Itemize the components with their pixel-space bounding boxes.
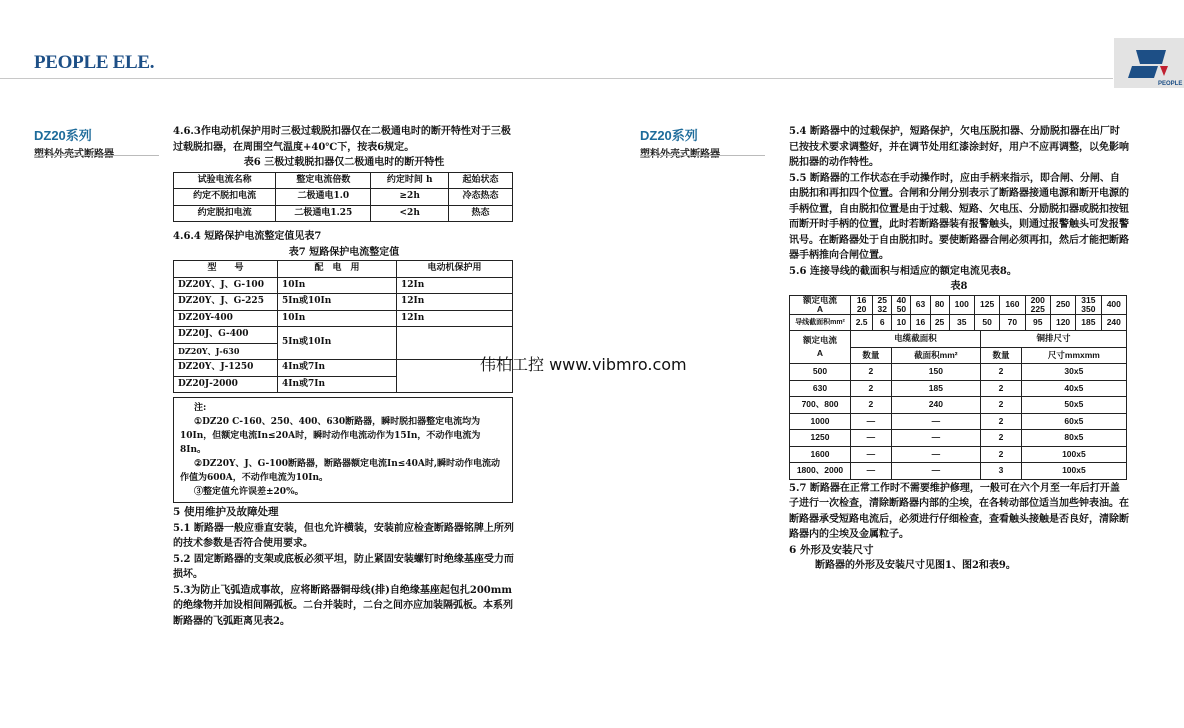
note-line: ③整定值允许误差±20%。: [194, 487, 304, 497]
table8-cell: 2: [981, 430, 1022, 447]
table-row: [790, 413, 1127, 430]
table7-cell: 5In或10In: [278, 294, 397, 311]
table8-label-text: 额定电流: [802, 294, 837, 305]
table7-cell: 10In: [278, 277, 397, 294]
table8-current-value: [851, 295, 873, 314]
table6-cell: 热态: [449, 205, 513, 222]
table8-cable-header: 电缆截面积: [851, 331, 981, 348]
table6-header: 试验电流名称: [174, 172, 276, 189]
table8-qty-header: 数量: [981, 347, 1022, 364]
table7-cell: DZ20J、G-400: [174, 327, 278, 344]
watermark-text: 伟柏工控 www.vibmro.com: [480, 355, 687, 374]
table8-cell: 1600: [790, 446, 851, 463]
table8-cell: 2: [981, 413, 1022, 430]
table8-cell: 2: [981, 380, 1022, 397]
table8-cell: 2: [851, 380, 892, 397]
table8-value-text: 20: [856, 303, 867, 314]
table-row: [174, 205, 513, 222]
table8-qty-header: 数量: [851, 347, 892, 364]
table8-cell: 1000: [790, 413, 851, 430]
table8-area-value: 70: [1000, 314, 1025, 331]
table8-bottom: [789, 330, 1127, 480]
section-5-5: 5.5 断路器的工作状态在手动操作时，应由手柄来指示，即合闸、分闸、自由脱扣和再扣四个位置。合闸和分闸分别表示了断路器接通电源和断开电源的手柄位置，自由脱扣位置是由于过载、短路、欠电压、分励脱扣器或脱扣按钮而断开时手柄的位置，此时若断路器装有报警触头，则通过报警触头可发报警讯号。在断路器处于自由脱扣时。要使断路器合闸必须再扣，然后才能把断路器手柄推向合闸位置。: [789, 172, 1129, 261]
table6-header: 起始状态: [449, 172, 513, 189]
table8-cell: 40x5: [1021, 380, 1126, 397]
table6-cell: 二极通电1.0: [276, 189, 371, 206]
table7-notes: [173, 397, 513, 503]
table8-copper-header: 铜排尺寸: [981, 331, 1127, 348]
table8-cell: 2: [981, 364, 1022, 381]
table8-cell: 500: [790, 364, 851, 381]
table-row: [174, 360, 513, 377]
table8-caption: 表8: [950, 281, 968, 292]
logo-icon: [1114, 38, 1184, 88]
table8-cell: 60x5: [1021, 413, 1126, 430]
table7-cell: 12In: [397, 277, 513, 294]
section-6-title: 6 外形及安装尺寸: [789, 543, 874, 556]
table-row: [790, 314, 1127, 331]
table-row: [790, 446, 1127, 463]
table8-cell: 240: [891, 397, 980, 414]
table7-header: 电动机保护用: [397, 261, 513, 278]
table6-cell: <2h: [371, 205, 449, 222]
table8-cell: 2: [981, 446, 1022, 463]
table8-value-text: 25: [877, 294, 887, 305]
logo-caption: PEOPLE: [1158, 81, 1183, 87]
table8-value-text: 200: [1030, 294, 1045, 305]
table8-area-value: 6: [873, 314, 892, 331]
table8-current-value: [1076, 295, 1101, 314]
table8-area-label: 导线截面积mm²: [790, 314, 851, 331]
table-row: [790, 463, 1127, 480]
table7-caption: 表7 短路保护电流整定值: [288, 246, 400, 258]
table8-current-value: 160: [1000, 295, 1025, 314]
table8-cell: —: [891, 413, 980, 430]
section-5-7: 5.7 断路器在正常工作时不需要维护修理，一般可在六个月至一年后打开盖子进行一次检查，清除断路器内部的尘埃，在各转动部位适当加些钟表油。在断路器承受短路电流后，必须进行仔细检查，查看触头接触是否良好，清除断路器内的尘埃及金属粒子。: [789, 482, 1129, 540]
table-row: [174, 327, 513, 344]
table8-cell: 2: [851, 397, 892, 414]
note-line: ②DZ20Y、J、G-100断路器，断路器额定电流In≤40A时,瞬时动作电流动作值为600A，不动作电流为10In。: [180, 459, 500, 483]
table7-cell: 4In或7In: [278, 376, 397, 393]
table7-cell: DZ20Y、J、G-225: [174, 294, 278, 311]
table8-cell: 700、800: [790, 397, 851, 414]
left-series-title: DZ20系列: [34, 128, 92, 143]
table-row: [174, 310, 513, 327]
table7-cell: 12In: [397, 310, 513, 327]
table8-cell: 30x5: [1021, 364, 1126, 381]
left-content: [173, 124, 515, 629]
table6: [173, 172, 513, 223]
note-line: 注:: [194, 403, 207, 413]
table8-area-value: 35: [949, 314, 974, 331]
section-4-6-3: 4.6.3作电动机保护用时三极过载脱扣器仅在二极通电时的断开特性对于三极过载脱扣器，在周围空气温度+40℃下，按表6规定。: [173, 126, 511, 153]
section-5-1: 5.1 断路器一般应垂直安装，但也允许横装，安装前应检查断路器铭牌上所列的技术参数是否符合使用要求。: [173, 522, 514, 549]
table8-cell: 3: [981, 463, 1022, 480]
section-5-title: 5 使用维护及故障处理: [173, 506, 279, 518]
right-side-divider: [640, 155, 765, 156]
section-4-6-4: 4.6.4 短路保护电流整定值见表7: [173, 231, 322, 242]
table8-current-value: [892, 295, 911, 314]
table-row: [174, 294, 513, 311]
table8-area-value: 2.5: [851, 314, 873, 331]
table7-cell: 12In: [397, 294, 513, 311]
table8-cell: 630: [790, 380, 851, 397]
table8-header-unit: A: [816, 348, 824, 358]
table8-cell: 100x5: [1021, 463, 1126, 480]
table6-cell: 约定脱扣电流: [174, 205, 276, 222]
table8-current-value: 125: [974, 295, 999, 314]
table-row: [790, 430, 1127, 447]
table8-cell: —: [891, 446, 980, 463]
table-row: [174, 277, 513, 294]
table7-cell: DZ20Y、J-630: [174, 343, 278, 360]
table8-cell: 150: [891, 364, 980, 381]
table7: [173, 260, 513, 393]
table-row: [790, 295, 1127, 314]
section-5-3: 5.3为防止飞弧造成事故，应将断路器铜母线(排)自绝缘基座起包扎200mm的绝缘物并加设相间隔弧板。二台并装时，二台之间亦应加装隔弧板。本系列断路器的飞弧距离见表2。: [173, 584, 513, 627]
table8-area-value: 240: [1101, 314, 1126, 331]
left-side-divider: [34, 155, 159, 156]
brand-logo-text: PEOPLE ELE.: [34, 52, 155, 73]
table6-cell: 冷态热态: [449, 189, 513, 206]
table8-value-text: 225: [1030, 303, 1045, 314]
table8-cell: —: [851, 413, 892, 430]
left-series-subtitle: [34, 145, 114, 160]
table8-header-text: 额定电流: [802, 335, 837, 345]
table6-cell: 二极通电1.25: [276, 205, 371, 222]
table8-cell: 2: [981, 397, 1022, 414]
table8-current-value: 80: [930, 295, 949, 314]
table8-cell: —: [851, 430, 892, 447]
table-row: [790, 364, 1127, 381]
table8-cell: 185: [891, 380, 980, 397]
section-5-2: 5.2 固定断路器的支架或底板必须平坦，防止紧固安装螺钉时绝缘基座受力而损坏。: [173, 553, 514, 580]
table8-current-value: 63: [911, 295, 930, 314]
table8-value-text: 32: [877, 303, 887, 314]
table6-cell: ≥2h: [371, 189, 449, 206]
table7-cell: DZ20Y、J-1250: [174, 360, 278, 377]
table8-area-header: 截面积mm²: [891, 347, 980, 364]
right-content: [789, 124, 1129, 574]
table8-current-value: 100: [949, 295, 974, 314]
table8-current-value: [873, 295, 892, 314]
table8-current-label: [790, 295, 851, 314]
table8-cell: 100x5: [1021, 446, 1126, 463]
table8-cell: 80x5: [1021, 430, 1126, 447]
table6-caption: 表6 三极过载脱扣器仅二极通电时的断开特性: [243, 157, 445, 168]
table8-value-text: 50: [896, 303, 907, 314]
table8-area-value: 25: [930, 314, 949, 331]
table-row: [790, 331, 1127, 348]
table8-value-text: 40: [896, 294, 907, 305]
table6-header: 约定时间 h: [371, 172, 449, 189]
table7-cell: 4In或7In: [278, 360, 397, 377]
table8-area-value: 120: [1050, 314, 1075, 331]
table8-current-value: [1025, 295, 1050, 314]
table8-cell: —: [851, 446, 892, 463]
table8-current-value: 250: [1050, 295, 1075, 314]
table-row: [790, 397, 1127, 414]
table8-label-unit: A: [816, 303, 824, 314]
table8-cell: 50x5: [1021, 397, 1126, 414]
table8-cell: —: [891, 430, 980, 447]
right-series-subtitle: [640, 145, 720, 160]
table8-cell: 1250: [790, 430, 851, 447]
table8-value-text: 315: [1081, 294, 1096, 305]
table-row: [174, 189, 513, 206]
table8-top: [789, 295, 1127, 332]
table8-cell: —: [891, 463, 980, 480]
table7-header: 配 电 用: [278, 261, 397, 278]
header-divider: [0, 78, 1113, 79]
table7-header: 型 号: [174, 261, 278, 278]
table6-cell: 约定不脱扣电流: [174, 189, 276, 206]
table7-cell: DZ20Y-400: [174, 310, 278, 327]
right-series-title: DZ20系列: [640, 128, 698, 143]
table8-current-value: 400: [1101, 295, 1126, 314]
company-logo: [1114, 38, 1184, 88]
note-line: ①DZ20 C-160、250、400、630断路器，瞬时脱扣器整定电流均为10In，但额定电流In≤20A时，瞬时动作电流动作为15In，不动作电流为8In。: [180, 417, 481, 455]
table7-cell: 10In: [278, 310, 397, 327]
section-6-text: 断路器的外形及安装尺寸见图1、图2和表9。: [815, 560, 1016, 571]
section-5-6: 5.6 连接导线的截面积与相适应的额定电流见表8。: [789, 265, 1017, 277]
table6-header: 整定电流倍数: [276, 172, 371, 189]
table8-value-text: 350: [1081, 303, 1096, 314]
table8-area-value: 10: [892, 314, 911, 331]
table8-area-value: 16: [911, 314, 930, 331]
table8-area-value: 95: [1025, 314, 1050, 331]
table8-cell: —: [851, 463, 892, 480]
table8-area-value: 185: [1076, 314, 1101, 331]
table-row: [790, 380, 1127, 397]
table8-size-header: 尺寸mmxmm: [1021, 347, 1126, 364]
table8-area-value: 50: [974, 314, 999, 331]
section-5-4: 5.4 断路器中的过载保护，短路保护，欠电压脱扣器、分励脱扣器在出厂时已按技术要求调整好，并在调节处用红漆涂封好，用户不应再调整，以免影响脱扣器的动作特性。: [789, 126, 1129, 168]
table8-value-text: 16: [856, 294, 867, 305]
table7-cell: DZ20J-2000: [174, 376, 278, 393]
table8-cell: 1800、2000: [790, 463, 851, 480]
table7-cell: 5In或10In: [278, 327, 397, 360]
table8-current-header: [790, 331, 851, 364]
table7-cell: DZ20Y、J、G-100: [174, 277, 278, 294]
table8-cell: 2: [851, 364, 892, 381]
